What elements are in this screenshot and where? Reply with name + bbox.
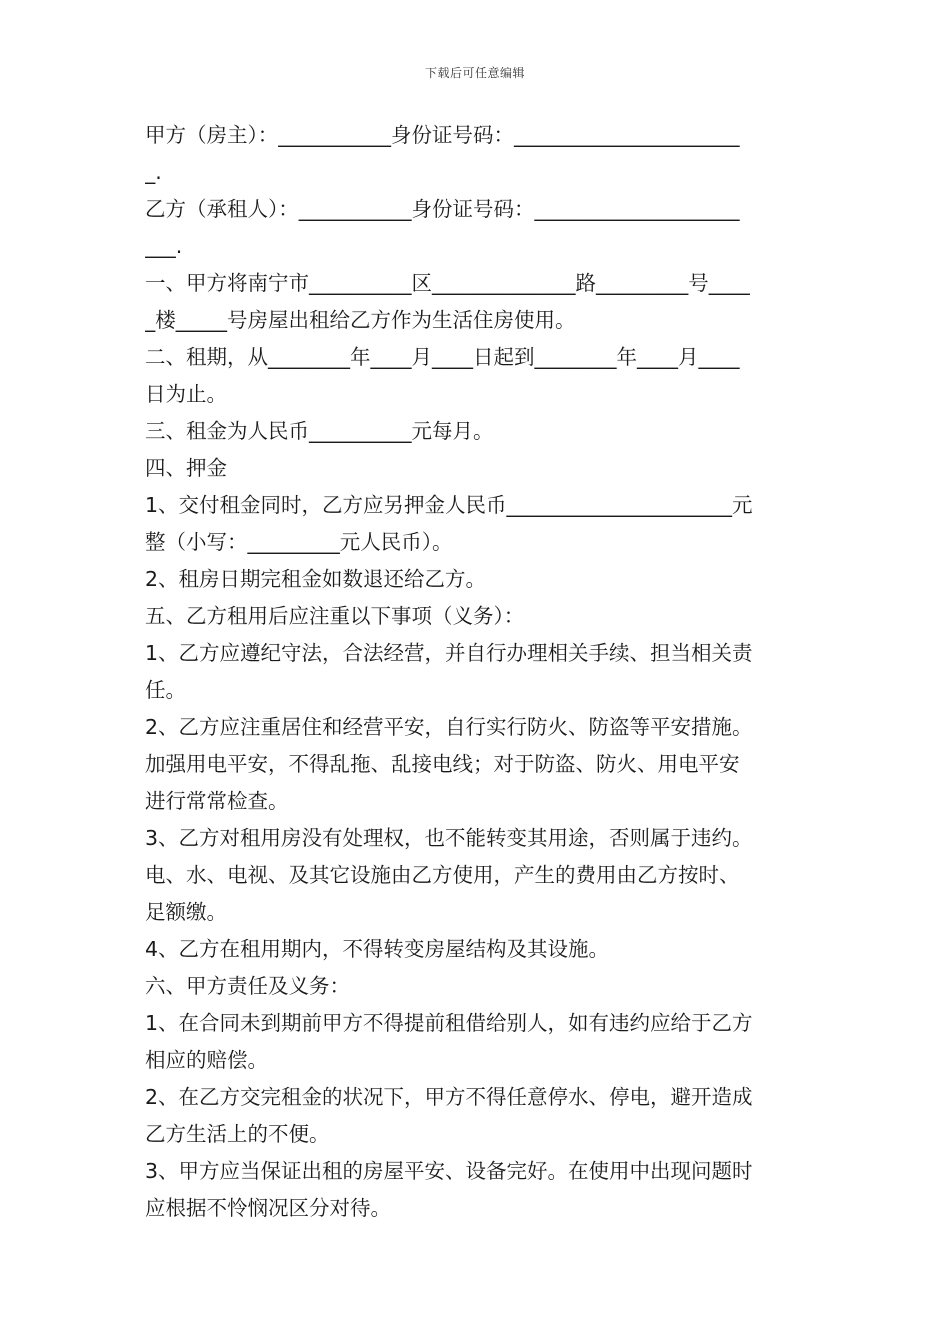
clause-5-item-3: 3、乙方对租用房没有处理权，也不能转变其用途，否则属于违约。 bbox=[145, 826, 753, 850]
party-a-line: 甲方（房主）：___________身份证号码：______________________ bbox=[145, 123, 740, 147]
clause-5-heading: 五、乙方租用后应注重以下事项（义务）： bbox=[145, 604, 525, 628]
clause-4-item-2: 2、租房日期完租金如数退还给乙方。 bbox=[145, 567, 487, 591]
clause-5-item-1: 1、乙方应遵纪守法，合法经营，并自行办理相关手续、担当相关责 bbox=[145, 641, 753, 665]
party-b-line-cont: ___. bbox=[145, 234, 183, 258]
clause-6-item-2: 2、在乙方交完租金的状况下，甲方不得任意停水、停电，避开造成 bbox=[145, 1085, 753, 1109]
clause-6-item-3-cont: 应根据不怜悯况区分对待。 bbox=[145, 1196, 391, 1220]
clause-5-item-3-cont: 电、水、电视、及其它设施由乙方使用，产生的费用由乙方按时、 bbox=[145, 863, 740, 887]
clause-6-item-2-cont: 乙方生活上的不便。 bbox=[145, 1122, 330, 1146]
clause-4-item-1-cont: 整（小写：_________元人民币）。 bbox=[145, 530, 453, 554]
clause-6-item-3: 3、甲方应当保证出租的房屋平安、设备完好。在使用中出现问题时 bbox=[145, 1159, 753, 1183]
clause-1-line-cont: _楼_____号房屋出租给乙方作为生活住房使用。 bbox=[145, 308, 576, 332]
party-b-line: 乙方（承租人）：___________身份证号码：____________________ bbox=[145, 197, 740, 221]
clause-4-item-1: 1、交付租金同时，乙方应另押金人民币______________________元 bbox=[145, 493, 753, 517]
clause-4-heading: 四、押金 bbox=[145, 456, 227, 480]
clause-5-item-2-cont: 进行常常检查。 bbox=[145, 789, 289, 813]
clause-2-line: 二、租期，从________年____月____日起到________年____月____ bbox=[145, 345, 740, 369]
clause-5-item-1-cont: 任。 bbox=[145, 678, 186, 702]
clause-6-item-1-cont: 相应的赔偿。 bbox=[145, 1048, 268, 1072]
clause-5-item-2: 2、乙方应注重居住和经营平安，自行实行防火、防盗等平安措施。 bbox=[145, 715, 753, 739]
clause-5-item-4: 4、乙方在租用期内，不得转变房屋结构及其设施。 bbox=[145, 937, 610, 961]
contract-body bbox=[145, 117, 807, 1227]
clause-5-item-3-cont: 足额缴。 bbox=[145, 900, 227, 924]
clause-2-line-cont: 日为止。 bbox=[145, 382, 227, 406]
party-a-line-cont: _. bbox=[145, 160, 162, 184]
clause-6-heading: 六、甲方责任及义务： bbox=[145, 974, 350, 998]
page-header: 下载后可任意编辑 bbox=[424, 66, 525, 80]
clause-6-item-1: 1、在合同未到期前甲方不得提前租借给别人，如有违约应给于乙方 bbox=[145, 1011, 753, 1035]
clause-5-item-2-cont: 加强用电平安，不得乱拖、乱接电线；对于防盗、防火、用电平安 bbox=[145, 752, 740, 776]
clause-3-line: 三、租金为人民币__________元每月。 bbox=[145, 419, 494, 443]
clause-1-line: 一、甲方将南宁市__________区______________路_________号____ bbox=[145, 271, 750, 295]
